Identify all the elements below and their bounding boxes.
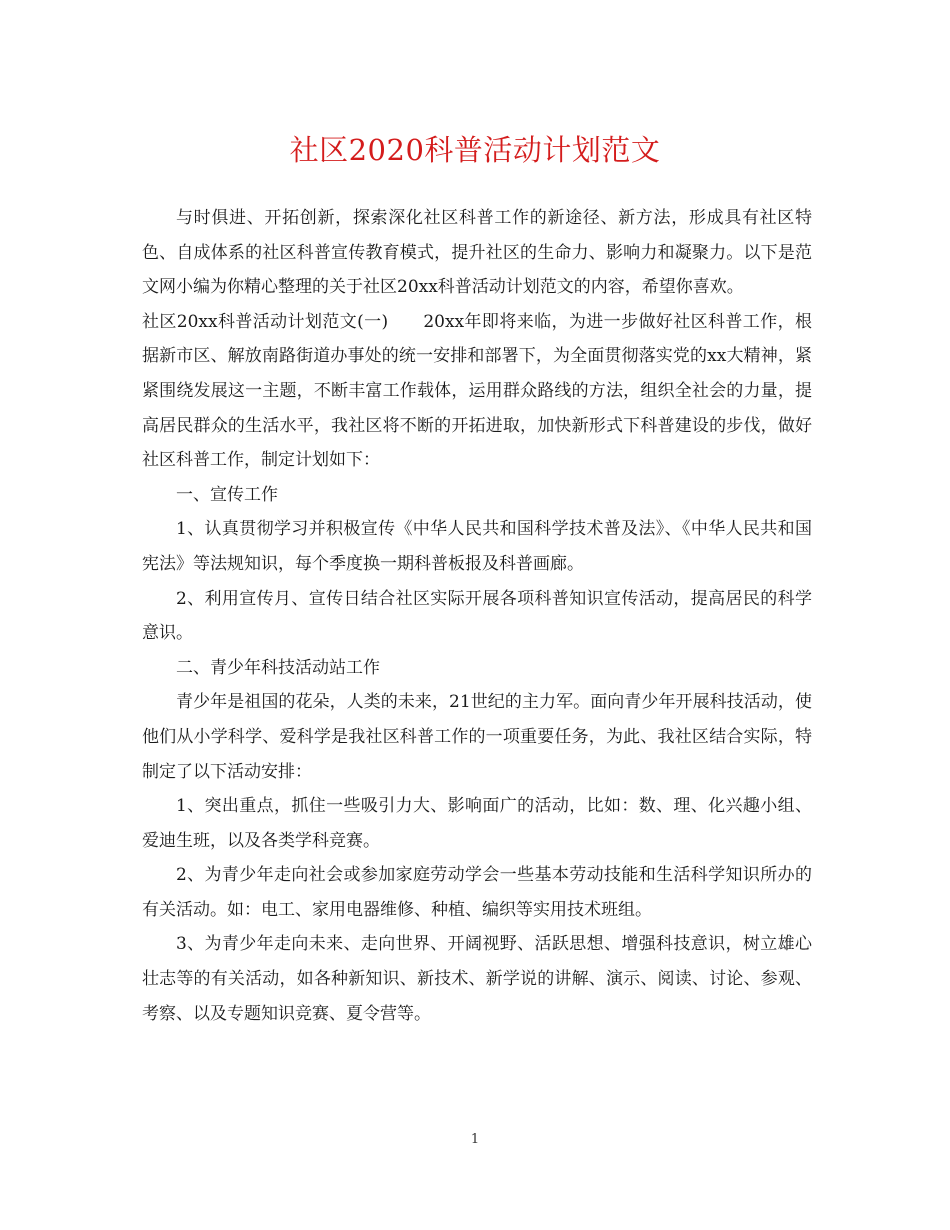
section-paragraph: 社区20xx科普活动计划范文(一) 20xx年即将来临，为进一步做好社区科普工作，根据新市区、解放南路街道办事处的统一安排和部署下，为全面贯彻落实党的xx大精神，紧紧围绕发展这一主题，不断丰富工作载体，运用群众路线的方法，组织全社会的力量，提高居民群众的生活水平，我社区将不断的开拓进取，加快新形式下科普建设的步伐，做好社区科普工作，制定计划如下： bbox=[142, 311, 812, 471]
list-item: 3、为青少年走向未来、走向世界、开阔视野、活跃思想、增强科技意识，树立雄心壮志等的有关活动，如各种新知识、新技术、新学说的讲解、演示、阅读、讨论、参观、考察、以及专题知识竞赛、夏令营等。 bbox=[142, 934, 812, 1024]
intro-paragraph: 与时俱进、开拓创新，探索深化社区科普工作的新途径、新方法，形成具有社区特色、自成体系的社区科普宣传教育模式，提升社区的生命力、影响力和凝聚力。以下是范文网小编为你精心整理的关于社区20xx科普活动计划范文的内容，希望你喜欢。 bbox=[142, 208, 812, 298]
list-item: 2、利用宣传月、宣传日结合社区实际开展各项科普知识宣传活动，提高居民的科学意识。 bbox=[142, 588, 812, 644]
page-number: 1 bbox=[470, 1132, 480, 1147]
heading-youth-station: 二、青少年科技活动站工作 bbox=[176, 657, 380, 678]
list-item: 1、认真贯彻学习并积极宣传《中华人民共和国科学技术普及法》、《中华人民共和国宪法》等法规知识，每个季度换一期科普板报及科普画廊。 bbox=[142, 519, 812, 574]
body-paragraph: 青少年是祖国的花朵，人类的未来，21世纪的主力军。面向青少年开展科技活动，使他们从小学科学、爱科学是我社区科普工作的一项重要任务，为此、我社区结合实际，特制定了以下活动安排： bbox=[142, 692, 812, 782]
list-item: 1、突出重点，抓住一些吸引力大、影响面广的活动，比如：数、理、化兴趣小组、爱迪生班，以及各类学科竞赛。 bbox=[142, 796, 812, 851]
heading-publicity: 一、宣传工作 bbox=[176, 484, 278, 505]
list-item: 2、为青少年走向社会或参加家庭劳动学会一些基本劳动技能和生活科学知识所办的有关活动。如：电工、家用电器维修、种植、编织等实用技术班组。 bbox=[142, 865, 812, 920]
document-body bbox=[142, 201, 812, 1031]
document-title: 社区2020科普活动计划范文 bbox=[289, 133, 661, 167]
